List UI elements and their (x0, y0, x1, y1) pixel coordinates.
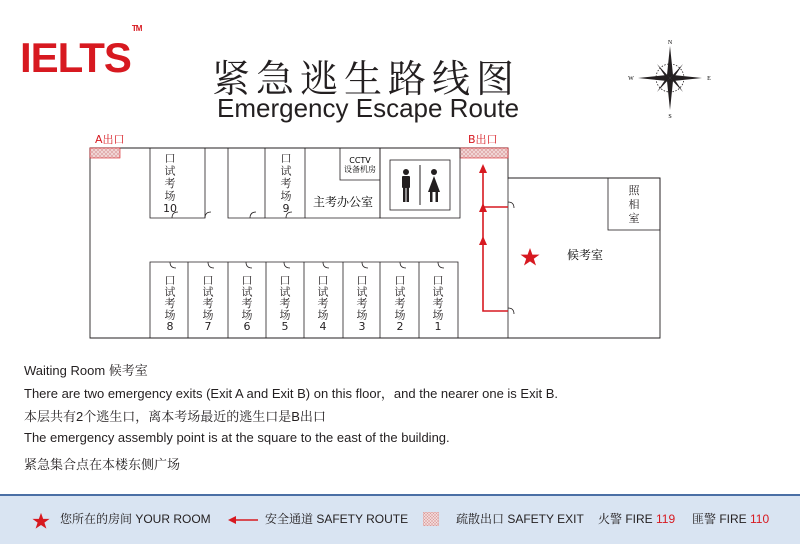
room-5-label-char-0: 口 (279, 274, 291, 287)
room-2-label-char-1: 试 (394, 285, 406, 299)
text-line-4: The emergency assembly point is at the square to the east of the building. (24, 430, 450, 445)
room-4-label-char-3: 场 (317, 308, 329, 322)
legend-police: 匪警 FIRE 110 (692, 512, 770, 526)
room-8-label-char-2: 考 (164, 297, 176, 310)
room-3-label-char-1: 试 (356, 285, 368, 299)
room-2-label-char-3: 场 (394, 308, 406, 322)
room-1-label-char-4: 1 (434, 320, 442, 333)
room-1-label-char-2: 考 (432, 297, 444, 310)
room-1-label-char-3: 场 (432, 308, 444, 322)
cctv-label: CCTV (349, 156, 371, 165)
legend-fire: 火警 FIRE 119 (598, 512, 676, 526)
compass-w: W (628, 76, 634, 82)
room-10-label-char-3: 场 (164, 189, 176, 203)
photo-room-label-char-1: 相 (628, 198, 640, 211)
arrow-left-icon (228, 515, 258, 525)
route-arrow-icon (479, 164, 487, 173)
room-2-label-char-4: 2 (396, 320, 404, 333)
text-line-2: There are two emergency exits (Exit A and Exit B) on this floor，and the nearer one is Exit B. (24, 386, 558, 401)
room-8-label-char-4: 8 (166, 320, 174, 333)
compass-n: N (667, 40, 673, 46)
restroom-icon (402, 165, 440, 205)
room-4-label-char-4: 4 (319, 320, 327, 333)
room-7-label-char-3: 场 (202, 308, 214, 322)
room-3-label-char-4: 3 (358, 320, 366, 333)
photo-room-label-char-2: 室 (628, 212, 640, 225)
room-5-label-char-4: 5 (281, 320, 289, 333)
equipment-room-label: 设备机房 (344, 165, 376, 174)
room-3-label-char-0: 口 (356, 274, 368, 287)
room-1-label-char-1: 试 (432, 285, 444, 299)
room-9-label-char-4: 9 (282, 202, 290, 215)
exit-a-label: A出口 (95, 133, 125, 146)
room-2-label-char-2: 考 (394, 297, 406, 310)
room-10-label-char-1: 试 (164, 164, 176, 178)
room-8-label-char-3: 场 (164, 308, 176, 322)
exit-b-label: B出口 (468, 133, 498, 146)
exit-a-marker (90, 148, 120, 158)
room-6-label-char-1: 试 (241, 285, 253, 299)
room-8-label-char-1: 试 (164, 285, 176, 299)
office-label: 主考办公室 (312, 195, 374, 209)
compass-e: E (707, 76, 711, 82)
ielts-logo: IELTS™ (20, 24, 142, 81)
waiting-room-label: 候考室 (566, 248, 604, 262)
room-9-label-char-1: 试 (280, 164, 292, 178)
compass-s: S (668, 114, 672, 120)
room-9-label-char-0: 口 (280, 152, 292, 165)
room-7-label-char-4: 7 (204, 320, 212, 333)
fire-number: 119 (656, 512, 676, 526)
legend-bar (0, 494, 800, 544)
photo-room-label-char-0: 照 (628, 184, 640, 197)
room-5-label-char-1: 试 (279, 285, 291, 299)
exit-b-marker (460, 148, 508, 158)
room-6-label-char-4: 6 (243, 320, 251, 333)
room-9-label-char-3: 场 (280, 189, 292, 203)
room-6-label-char-0: 口 (241, 274, 253, 287)
room-5-label-char-2: 考 (279, 297, 291, 310)
room-7-label-char-1: 试 (202, 285, 214, 299)
star-icon (32, 512, 50, 530)
text-line-1: Waiting Room 候考室 (24, 363, 148, 378)
title-english: Emergency Escape Route (217, 93, 520, 123)
room-6-label-char-3: 场 (241, 308, 253, 322)
you-are-here-star-icon (521, 248, 540, 266)
legend-safety-route: 安全通道 SAFETY ROUTE (265, 512, 409, 526)
safety-route (483, 170, 508, 311)
room-8-label-char-0: 口 (164, 274, 176, 287)
room-3-label-char-3: 场 (356, 308, 368, 322)
title-chinese: 紧急逃生路线图 (212, 57, 521, 101)
room-1-label-char-0: 口 (432, 274, 444, 287)
room-9-label-char-2: 考 (280, 177, 292, 190)
room-7-label-char-2: 考 (202, 297, 214, 310)
text-line-3: 本层共有2个逃生口，离本考场最近的逃生口是B出口 (24, 409, 326, 424)
room-6-label-char-2: 考 (241, 297, 253, 310)
room-3-label-char-2: 考 (356, 297, 368, 310)
room-10-label-char-4: 10 (163, 202, 177, 215)
room-4-label-char-1: 试 (317, 285, 329, 299)
hatch-icon (423, 512, 439, 526)
room-2-label-char-0: 口 (394, 274, 406, 287)
room-5-label-char-3: 场 (279, 308, 291, 322)
room-4-label-char-0: 口 (317, 274, 329, 287)
legend-safety-exit: 疏散出口 SAFETY EXIT (456, 512, 584, 526)
room-10-label-char-2: 考 (164, 177, 176, 190)
police-number: 110 (750, 512, 770, 526)
room-10-label-char-0: 口 (164, 152, 176, 165)
room-4-label-char-2: 考 (317, 297, 329, 310)
legend-your-room: 您所在的房间 YOUR ROOM (60, 512, 211, 526)
room-7-label-char-0: 口 (202, 274, 214, 287)
text-line-5: 紧急集合点在本楼东侧广场 (24, 457, 181, 472)
